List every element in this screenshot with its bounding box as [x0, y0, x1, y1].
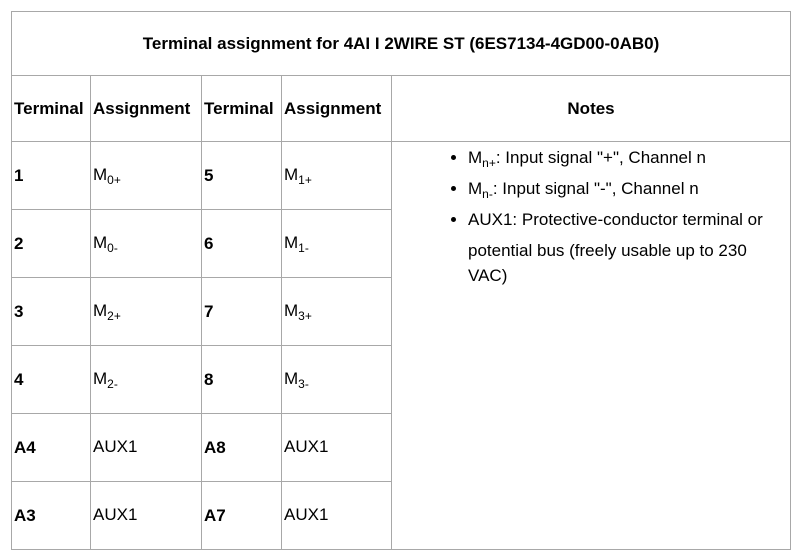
terminal-cell: 6: [202, 210, 282, 278]
header-assignment: Assignment: [91, 76, 202, 142]
assignment-subscript: 3-: [298, 376, 309, 391]
note-subscript: n-: [482, 187, 493, 201]
assignment-cell: [91, 414, 202, 482]
assignment-cell: [282, 482, 392, 550]
header-terminal: Terminal: [12, 76, 91, 142]
assignment-base: M: [93, 232, 108, 252]
terminal-cell: A7: [202, 482, 282, 550]
terminal-cell: A4: [12, 414, 91, 482]
note-subscript: n+: [482, 156, 496, 170]
assignment-base: M: [93, 300, 108, 320]
assignment-cell: [282, 278, 392, 346]
terminal-cell: 2: [12, 210, 91, 278]
assignment-cell: [91, 278, 202, 346]
assignment-subscript: 2+: [107, 308, 121, 323]
assignment-base: M: [284, 368, 299, 388]
assignment-cell: [282, 414, 392, 482]
assignment-base: AUX1: [93, 504, 138, 524]
terminal-cell: A3: [12, 482, 91, 550]
assignment-base: M: [284, 164, 299, 184]
assignment-base: AUX1: [284, 504, 329, 524]
assignment-subscript: 2-: [107, 376, 118, 391]
note-item: [468, 145, 784, 176]
note-text: : Input signal "+", Channel n: [495, 148, 706, 167]
terminal-assignment-table: [11, 11, 791, 550]
terminal-cell: A8: [202, 414, 282, 482]
assignment-cell: [91, 346, 202, 414]
assignment-cell: [91, 482, 202, 550]
note-item: [468, 176, 784, 207]
assignment-cell: [91, 210, 202, 278]
header-notes: Notes: [392, 76, 791, 142]
note-text: : Input signal "-", Channel n: [492, 179, 699, 198]
notes-cell: [392, 142, 791, 550]
note-item: [468, 207, 784, 288]
note-term: M: [468, 148, 483, 167]
assignment-base: M: [93, 164, 108, 184]
assignment-subscript: 0+: [107, 172, 121, 187]
header-terminal: Terminal: [202, 76, 282, 142]
assignment-cell: [282, 142, 392, 210]
assignment-cell: [282, 210, 392, 278]
table-title: Terminal assignment for 4AI I 2WIRE ST (6ES7134-4GD00-0AB0): [12, 12, 791, 76]
table-row: [12, 142, 791, 210]
terminal-cell: 3: [12, 278, 91, 346]
assignment-base: M: [284, 232, 299, 252]
note-term: AUX1: [468, 210, 513, 229]
assignment-subscript: 1+: [298, 172, 312, 187]
assignment-subscript: 3+: [298, 308, 312, 323]
assignment-cell: [282, 346, 392, 414]
terminal-cell: 4: [12, 346, 91, 414]
assignment-subscript: 0-: [107, 240, 118, 255]
notes-list: [392, 145, 784, 288]
assignment-base: AUX1: [93, 436, 138, 456]
note-term: M: [468, 179, 483, 198]
assignment-base: AUX1: [284, 436, 329, 456]
note-text: : Protective-conductor terminal or potential bus (freely usable up to 230 VAC): [468, 210, 763, 285]
terminal-cell: 7: [202, 278, 282, 346]
header-assignment: Assignment: [282, 76, 392, 142]
terminal-cell: 8: [202, 346, 282, 414]
terminal-cell: 5: [202, 142, 282, 210]
assignment-subscript: 1-: [298, 240, 309, 255]
assignment-cell: [91, 142, 202, 210]
assignment-base: M: [284, 300, 299, 320]
assignment-base: M: [93, 368, 108, 388]
header-row: [12, 76, 791, 142]
terminal-cell: 1: [12, 142, 91, 210]
